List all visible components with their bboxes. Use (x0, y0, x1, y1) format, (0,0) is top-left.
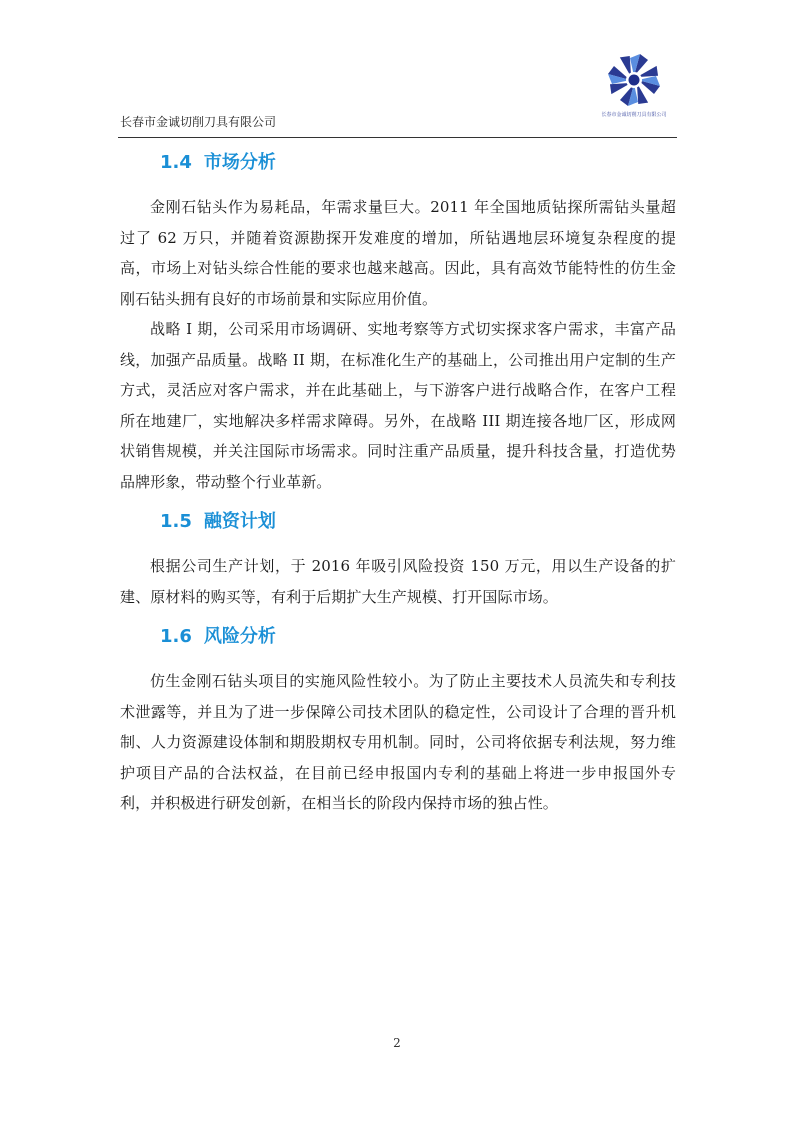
paragraph: 仿生金刚石钻头项目的实施风险性较小。为了防止主要技术人员流失和专利技术泄露等，并且为了进一步保障公司技术团队的稳定性，公司设计了合理的晋升机制、人力资源建设体制和期股期权专用机制。同时，公司将依据专利法规，努力维护项目产品的合法权益，在目前已经申报国内专利的基础上将进一步申报国外专利，并积极进行研发创新，在相当长的阶段内保持市场的独占性。 (120, 672, 676, 812)
section-risk-analysis (120, 620, 676, 819)
document-body (120, 146, 676, 819)
section-title: 风险分析 (203, 626, 276, 647)
header-company-name: 长春市金诚切削刀具有限公司 (120, 115, 277, 129)
section-heading (160, 146, 676, 180)
paragraph: 金刚石钻头作为易耗品，年需求量巨大。2011 年全国地质钻探所需钻头量超过了 62 万只，并随着资源勘探开发难度的增加，所钻遇地层环境复杂程度的提高，市场上对钻头综合性能的要求也越来越高。因此，具有高效节能特性的仿生金刚石钻头拥有良好的市场前景和实际应用价值。 (120, 198, 676, 308)
section-number: 1.5 (160, 511, 192, 532)
header-divider (118, 137, 677, 138)
logo-caption: 长春市金诚切削刀具有限公司 (601, 112, 667, 118)
section-market-analysis (120, 146, 676, 497)
pinwheel-logo-icon (596, 50, 672, 110)
section-heading (160, 620, 676, 654)
section-number: 1.6 (160, 626, 192, 647)
paragraph: 战略 I 期，公司采用市场调研、实地考察等方式切实探求客户需求，丰富产品线，加强产品质量。战略 II 期，在标准化生产的基础上，公司推出用户定制的生产方式，灵活应对客户需求，并在此基础上，与下游客户进行战略合作，在客户工程所在地建厂，实地解决多样需求障碍。另外，在战略 III 期连接各地厂区，形成网状销售规模，并关注国际市场需求。同时注重产品质量，提升科技含量，打造优势品牌形象，带动整个行业革新。 (120, 320, 676, 491)
company-logo (596, 50, 672, 124)
page-number: 2 (393, 1036, 401, 1050)
section-number: 1.4 (160, 152, 192, 173)
section-financing-plan (120, 505, 676, 612)
section-title: 融资计划 (203, 511, 276, 532)
paragraph: 根据公司生产计划，于 2016 年吸引风险投资 150 万元，用以生产设备的扩建、原材料的购买等，有利于后期扩大生产规模、打开国际市场。 (120, 557, 676, 606)
section-heading (160, 505, 676, 539)
section-title: 市场分析 (203, 152, 276, 173)
